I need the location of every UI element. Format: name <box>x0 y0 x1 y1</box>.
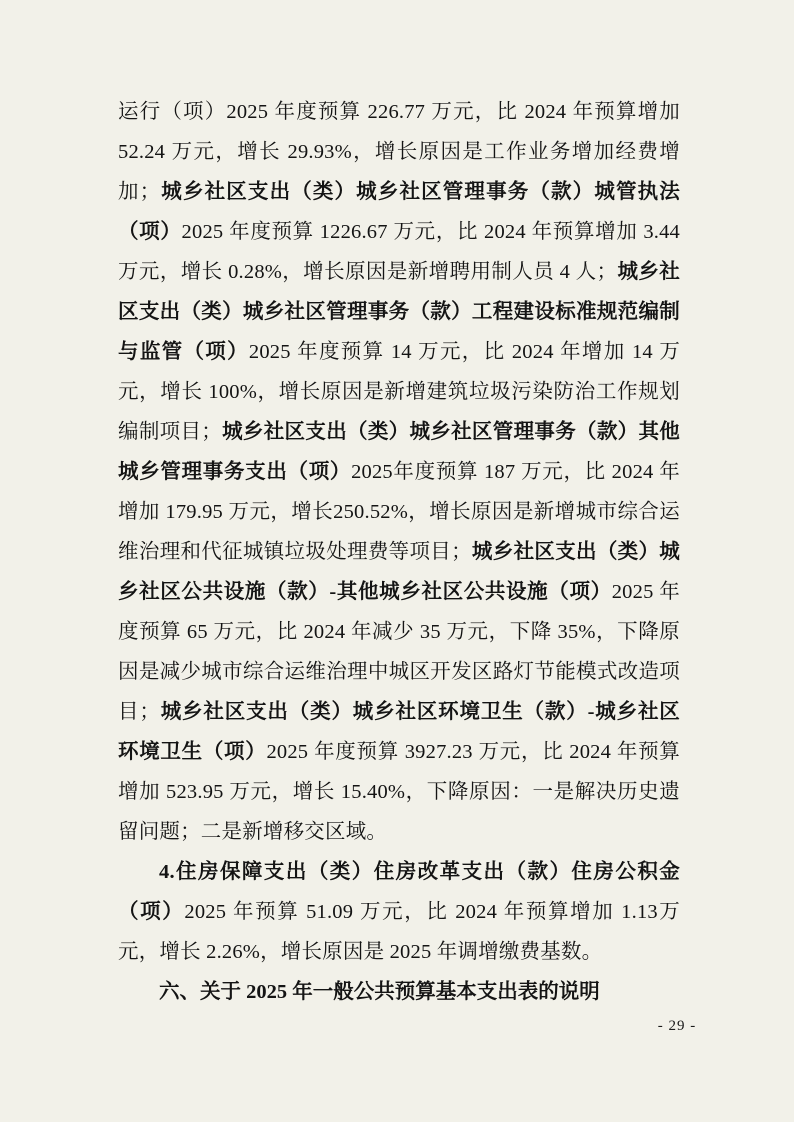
text-run: 比 2024 年增加 14 万元，增长 100%，增长原因是新增建筑 <box>118 341 681 403</box>
text-run: 算增加 3.44 万元，增长 0.28%，增长原因是新增聘用制人 <box>118 221 680 283</box>
text-run-bold: 管执法（项） <box>118 181 681 243</box>
text-run-bold: 城乡社区支出（类）城乡社区管理事务（款）城 <box>160 181 616 203</box>
text-run-bold: 乡社区管理事务（款）其他城乡管理事务支出（项） <box>118 421 681 483</box>
text-run: 加 52.24 万元，增长 29.93%，增长原因是工作业务增加经 <box>118 101 680 163</box>
text-run: 垃圾污染防治工作规划编制项目； <box>118 381 680 443</box>
text-run-bold: 城乡社区支出（类）城乡社区公共设施 <box>118 541 680 603</box>
text-run-bold: 城乡社区支出（类）城乡社区管理事务（款）工 <box>118 261 680 323</box>
text-run: 预算增加 523.95 万元，增长 15.40%，下降原因：一是解 <box>118 741 680 803</box>
text-run-bold: 金（项） <box>118 861 680 923</box>
page-content <box>118 92 680 1012</box>
text-run-bold: 城乡社区支出（类）城乡社区环境卫生（款）-城乡社区 <box>160 701 680 723</box>
paragraph-2 <box>118 852 680 972</box>
text-run: 员 4 人； <box>533 261 618 283</box>
text-run: 费增加； <box>118 141 680 203</box>
text-run: 年度预算 187 万元，比 2024 年增加 179.95 万元，增长 <box>118 461 680 523</box>
paragraph-1 <box>118 92 680 852</box>
text-run: 城市综合运维治理中城区开发区路灯节能模式改造项目； <box>118 661 680 723</box>
text-run-bold: 环境卫生（项） <box>118 741 267 763</box>
text-run-bold: （款）-其他城乡社区公共设施（项） <box>266 581 612 603</box>
text-run: 2025 年度预算 1226.67 万元，比 2024 年预 <box>181 221 574 243</box>
text-run: 2025 年度预算 65 万 <box>118 581 681 643</box>
text-run: 250.52%，增长原因是新增城市综合运维治理和代征城镇垃 <box>118 501 680 563</box>
page-number: - 29 - <box>657 1018 697 1034</box>
text-run-bold: 4.住房保障支出（类）住房改革支出（款）住房公积 <box>159 861 660 883</box>
text-run: 运行（项）2025 年度预算 226.77 万元，比 2024 年预算增 <box>118 101 660 123</box>
section-heading: 六、关于 2025 年一般公共预算基本支出表的说明 <box>159 981 600 1003</box>
text-run: 2025 年度预算 3927.23 万元，比 2024 年 <box>266 741 639 763</box>
text-run-bold: 城乡社区支出（类）城 <box>221 421 431 443</box>
text-run: 圾处理费等项目； <box>305 541 472 563</box>
text-run-bold: 程建设标准规范编制与监管（项） <box>118 301 680 363</box>
text-run: 万元，增长 2.26%，增长原因是 2025 年调增缴费基数。 <box>118 901 681 963</box>
text-run: 2025 年度预算 14 万元， <box>248 341 484 363</box>
text-run: 2025 <box>351 461 393 483</box>
text-run: 2025 年预算 51.09 万元，比 2024 年预算增加 1.13 <box>184 901 658 923</box>
text-run: 决历史遗留问题；二是新增移交区域。 <box>118 781 680 843</box>
text-run: 元，比 2024 年减少 35 万元，下降 35%，下降原因是减少 <box>118 621 680 683</box>
page-footer <box>0 1018 794 1035</box>
